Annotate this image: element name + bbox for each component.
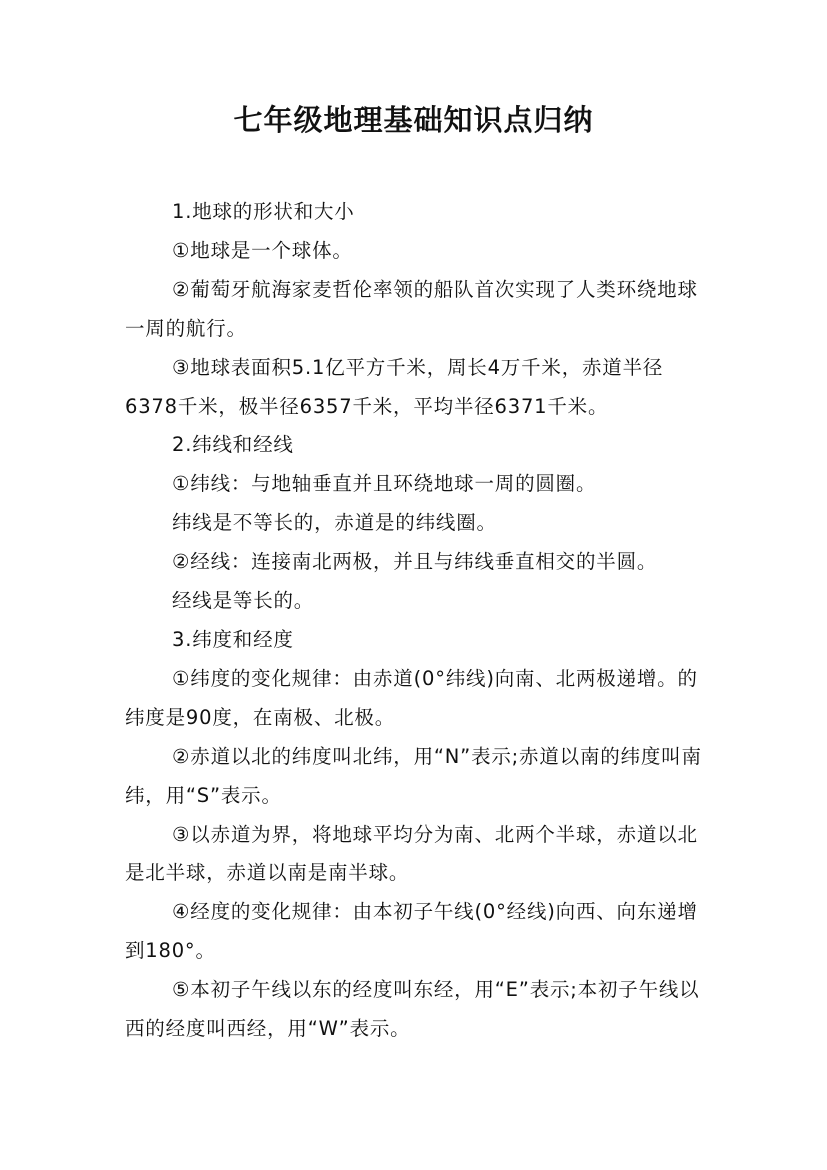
- section-heading-shape-size: 1.地球的形状和大小: [172, 200, 355, 223]
- paragraph: ②经线：连接南北两极，并且与纬线垂直相交的半圆。: [172, 550, 658, 574]
- paragraph: ①纬度的变化规律：由赤道(0°纬线)向南、北两极递增。的纬度是90度，在南极、北极。: [125, 666, 698, 729]
- paragraph: 经线是等长的。: [172, 589, 315, 613]
- document-title: 七年级地理基础知识点归纳: [233, 103, 594, 137]
- section-heading-latitude-longitude: 3.纬度和经度: [172, 627, 294, 651]
- paragraph: ③以赤道为界，将地球平均分为南、北两个半球，赤道以北是北半球，赤道以南是南半球。: [125, 822, 698, 885]
- paragraph: ④经度的变化规律：由本初子午线(0°经线)向西、向东递增到180°。: [125, 900, 698, 963]
- paragraph: ⑤本初子午线以东的经度叫东经，用“E”表示;本初子午线以西的经度叫西经，用“W”表示。: [125, 978, 700, 1041]
- paragraph: ②赤道以北的纬度叫北纬，用“N”表示;赤道以南的纬度叫南纬，用“S”表示。: [125, 744, 702, 807]
- section-heading-latitude-longitude-lines: 2.纬线和经线: [172, 433, 294, 457]
- paragraph: ②葡萄牙航海家麦哲伦率领的船队首次实现了人类环绕地球一周的航行。: [125, 277, 698, 340]
- paragraph: ③地球表面积5.1亿平方千米，周长4万千米，赤道半径6378千米，极半径6357千米，平均半径6371千米。: [125, 355, 664, 418]
- document-body: [125, 193, 715, 1049]
- paragraph: ①地球是一个球体。: [172, 238, 353, 262]
- paragraph: 纬线是不等长的，赤道是的纬线圈。: [172, 511, 497, 535]
- paragraph: ①纬线：与地轴垂直并且环绕地球一周的圆圈。: [172, 472, 597, 496]
